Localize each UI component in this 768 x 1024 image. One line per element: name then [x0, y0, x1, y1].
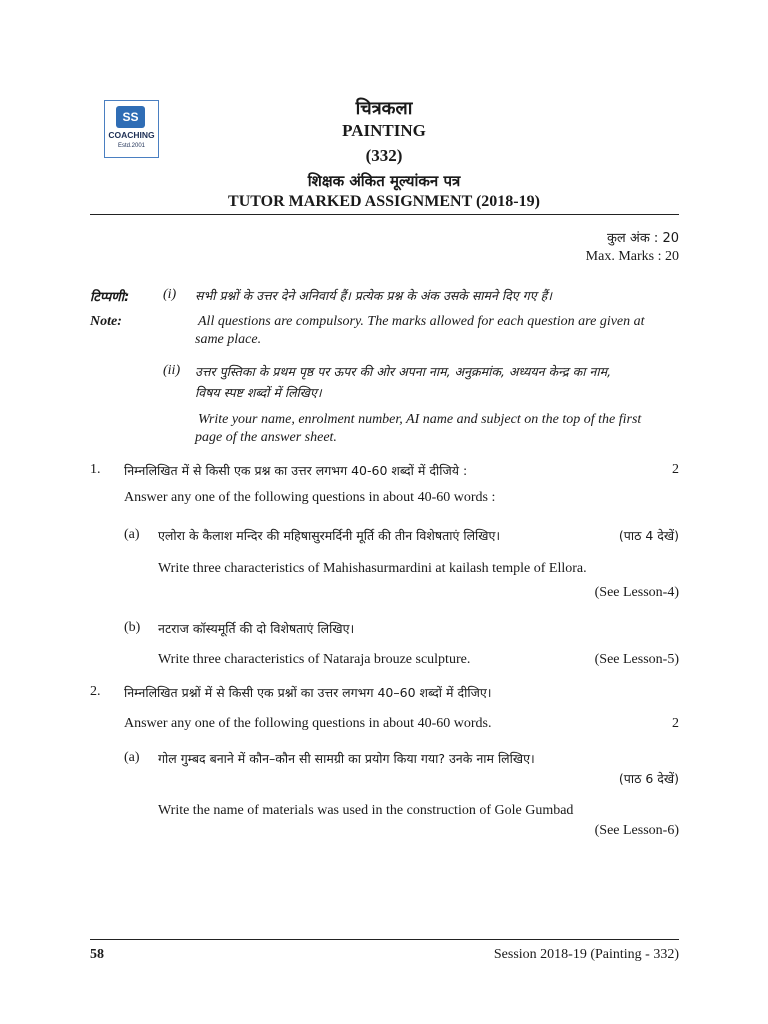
question-1a-lesson-ref-hindi: (पाठ 4 देखें): [618, 528, 679, 543]
note-label-english: Note:: [90, 314, 122, 329]
question-1b-hindi: नटराज कॉस्यमूर्ति की दो विशेषताएं लिखिए।: [158, 621, 355, 636]
question-2a-label: (a): [124, 750, 140, 765]
note-ii-english-line2: page of the answer sheet.: [195, 430, 337, 445]
question-2-hindi: निम्नलिखित प्रश्नों में से किसी एक प्रश्नों का उत्तर लगभग 40–60 शब्दों में दीजिए।: [124, 685, 492, 700]
note-i-english-line1: All questions are compulsory. The marks allowed for each question are given at: [198, 314, 645, 329]
question-2-marks: 2: [672, 716, 679, 731]
max-marks-english: Max. Marks : 20: [585, 249, 679, 264]
question-2a-lesson-ref-hindi: (पाठ 6 देखें): [618, 771, 679, 786]
question-1-number: 1.: [90, 462, 101, 477]
max-marks-hindi: कुल अंक : 20: [606, 231, 679, 246]
note-i-hindi: सभी प्रश्नों के उत्तर देने अनिवार्य हैं। प्रत्येक प्रश्न के अंक उसके सामने दिए गए हैं।: [195, 288, 552, 303]
question-2a-lesson-ref: (See Lesson-6): [594, 823, 679, 838]
title-hindi: चित्रकला: [355, 98, 413, 119]
question-1a-label: (a): [124, 527, 140, 542]
question-1a-english: Write three characteristics of Mahishasurmardini at kailash temple of Ellora.: [158, 561, 587, 576]
footer-session: Session 2018-19 (Painting - 332): [493, 947, 679, 962]
note-ii-hindi-line2: विषय स्पष्ट शब्दों में लिखिए।: [195, 385, 322, 400]
tma-title-english: TUTOR MARKED ASSIGNMENT (2018-19): [228, 193, 540, 210]
question-1b-english: Write three characteristics of Nataraja brouze sculpture.: [158, 652, 471, 667]
question-2a-hindi: गोल गुम्बद बनाने में कौन–कौन सी सामग्री का प्रयोग किया गया? उनके नाम लिखिए।: [158, 751, 535, 766]
tma-title-hindi: शिक्षक अंकित मूल्यांकन पत्र: [307, 172, 461, 190]
header-divider: [90, 214, 679, 215]
question-1-english: Answer any one of the following questions in about 40-60 words :: [124, 490, 496, 505]
question-1-hindi: निम्नलिखित में से किसी एक प्रश्न का उत्तर लगभग 40-60 शब्दों में दीजिये :: [124, 463, 468, 478]
question-2-english: Answer any one of the following questions in about 40-60 words.: [124, 716, 492, 731]
note-ii-number: (ii): [163, 363, 181, 378]
question-2a-english: Write the name of materials was used in the construction of Gole Gumbad: [158, 803, 574, 818]
question-2-number: 2.: [90, 684, 101, 699]
question-1-marks: 2: [672, 462, 679, 477]
logo-badge: SS: [116, 106, 145, 128]
note-ii-english-line1: Write your name, enrolment number, AI name and subject on the top of the first: [198, 412, 642, 427]
logo-name: COACHING: [108, 130, 155, 140]
note-i-english-line2: same place.: [195, 332, 262, 347]
page-number: 58: [90, 947, 104, 962]
question-1b-label: (b): [124, 620, 141, 635]
note-label-hindi: टिप्पणी:: [90, 290, 130, 305]
footer-divider: [90, 939, 679, 940]
logo-estd: Estd.2001: [117, 143, 146, 149]
note-ii-hindi-line1: उत्तर पुस्तिका के प्रथम पृष्ठ पर ऊपर की ओर अपना नाम, अनुक्रमांक, अध्ययन केन्द्र का नाम,: [195, 364, 612, 379]
question-1a-hindi: एलोरा के कैलाश मन्दिर की महिषासुरमर्दिनी मूर्ति की तीन विशेषताएं लिखिए।: [158, 528, 501, 543]
question-1b-lesson-ref: (See Lesson-5): [594, 652, 679, 667]
question-1a-lesson-ref: (See Lesson-4): [594, 585, 679, 600]
note-i-number: (i): [163, 287, 177, 302]
title-english: PAINTING: [342, 121, 426, 140]
subject-code: (332): [365, 146, 403, 165]
